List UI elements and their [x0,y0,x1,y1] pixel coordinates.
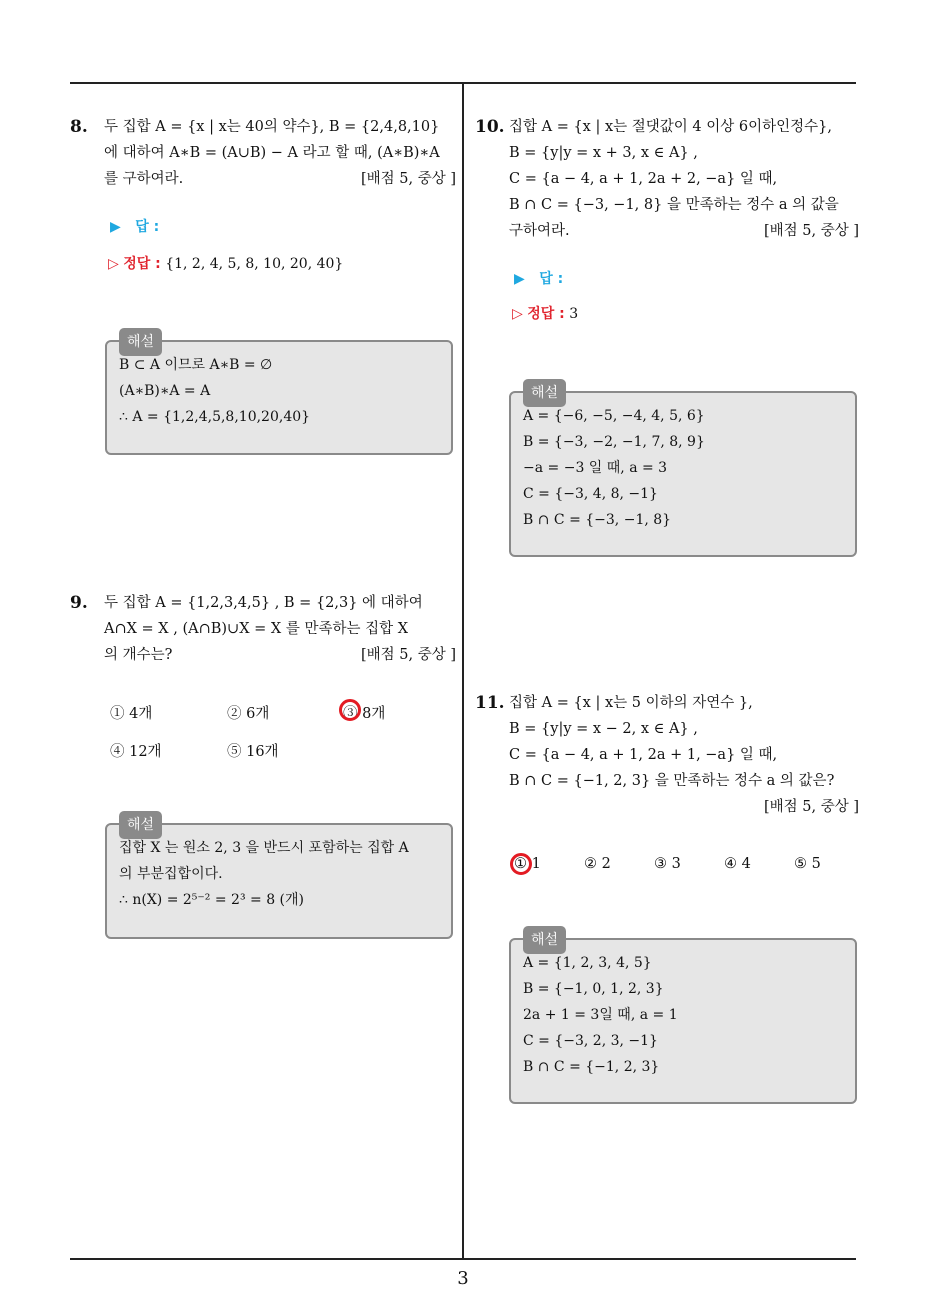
solution-tag: 해설 [523,379,566,407]
correct-value: 3 [569,306,579,322]
solution-line: B ⊂ A 이므로 A∗B = ∅ [119,357,273,373]
question-line: 집합 A = {x | x는 절댓값이 4 이상 6이하인정수}, [509,119,832,135]
solution-line: ∴ n(X) = 2⁵⁻² = 2³ = 8 (개) [119,892,305,908]
question-line: 두 집합 A = {x | x는 40의 약수}, B = {2,4,8,10} [104,119,440,135]
open-arrow-icon: ▷ [512,306,523,322]
solution-tag: 해설 [119,811,162,839]
solution-line: B ∩ C = {−3, −1, 8} [523,512,672,528]
page-number: 3 [457,1268,469,1289]
points-label: [배점 5, 중상 ] [360,647,456,663]
question-8 [70,114,456,192]
selected-circle-mark [510,853,532,875]
solution-box [509,385,857,557]
question-line: A∩X = X , (A∩B)∪X = X 를 만족하는 집합 X [104,621,409,637]
choice-5[interactable]: ⑤ 16개 [227,744,279,760]
answer-line [514,268,563,288]
solution-line: C = {−3, 4, 8, −1} [523,486,658,502]
solution-line: (A∗B)∗A = A [119,383,211,399]
bottom-rule [70,1258,856,1260]
question-line: B ∩ C = {−3, −1, 8} 을 만족하는 정수 a 의 값을 [509,197,839,213]
choice-list [110,702,450,762]
choice-3[interactable]: ③ 3 [654,856,681,872]
solution-line: A = {−6, −5, −4, 4, 5, 6} [523,408,705,424]
correct-label: 정답 : [123,256,161,272]
answer-label: 답 : [135,219,160,235]
question-line: 집합 A = {x | x는 5 이하의 자연수 }, [509,695,753,711]
correct-value: {1, 2, 4, 5, 8, 10, 20, 40} [165,256,344,272]
question-line: C = {a − 4, a + 1, 2a + 1, −a} 일 때, [509,747,778,763]
correct-answer-line [108,253,343,273]
question-line: 구하여라. [509,223,570,239]
correct-label: 정답 : [527,306,565,322]
solution-line: B = {−3, −2, −1, 7, 8, 9} [523,434,705,450]
play-arrow-icon: ▶ [110,219,121,235]
points-label: [배점 5, 중상 ] [763,799,859,815]
question-number: 10. [475,117,505,137]
solution-line: −a = −3 일 때, a = 3 [523,460,668,476]
choice-4[interactable]: ④ 12개 [110,744,162,760]
question-line: 에 대하여 A∗B = (A∪B) − A 라고 할 때, (A∗B)∗A [104,145,440,161]
solution-box [105,817,453,939]
question-line: 를 구하여라. [104,171,184,187]
question-number: 11. [475,693,505,713]
solution-tag: 해설 [119,328,162,356]
answer-line [110,216,159,236]
question-10 [475,114,859,244]
question-number: 9. [70,593,88,613]
selected-circle-mark [339,699,361,721]
solution-line: B = {−1, 0, 1, 2, 3} [523,981,664,997]
question-line: B ∩ C = {−1, 2, 3} 을 만족하는 정수 a 의 값은? [509,773,835,789]
choice-list [514,856,854,882]
choice-3[interactable] [343,702,385,723]
question-line: 의 개수는? [104,647,173,663]
question-11 [475,690,859,820]
points-label: [배점 5, 중상 ] [763,223,859,239]
play-arrow-icon: ▶ [514,271,525,287]
question-line: B = {y|y = x + 3, x ∈ A} , [509,145,698,161]
choice-2[interactable]: ② 6개 [227,706,270,722]
question-9 [70,590,456,668]
choice-4[interactable]: ④ 4 [724,856,751,872]
solution-box [509,932,857,1104]
choice-1[interactable] [514,856,541,872]
open-arrow-icon: ▷ [108,256,119,272]
center-divider [462,83,464,1259]
question-line: 두 집합 A = {1,2,3,4,5} , B = {2,3} 에 대하여 [104,595,423,611]
choice-label: ① 1 [514,856,541,872]
question-number: 8. [70,117,88,137]
solution-tag: 해설 [523,926,566,954]
solution-box [105,334,453,455]
choice-label: ③ 8개 [343,706,386,722]
solution-line: ∴ A = {1,2,4,5,8,10,20,40} [119,409,311,425]
solution-line: A = {1, 2, 3, 4, 5} [523,955,652,971]
correct-answer-line [512,303,578,323]
solution-line: 의 부분집합이다. [119,866,223,882]
solution-line: 2a + 1 = 3일 때, a = 1 [523,1007,678,1023]
points-label: [배점 5, 중상 ] [360,171,456,187]
solution-line: 집합 X 는 원소 2, 3 을 반드시 포함하는 집합 A [119,840,409,856]
solution-line: C = {−3, 2, 3, −1} [523,1033,658,1049]
question-line: B = {y|y = x − 2, x ∈ A} , [509,721,698,737]
choice-2[interactable]: ② 2 [584,856,611,872]
choice-5[interactable]: ⑤ 5 [794,856,821,872]
solution-line: B ∩ C = {−1, 2, 3} [523,1059,660,1075]
answer-label: 답 : [539,271,564,287]
question-line: C = {a − 4, a + 1, 2a + 2, −a} 일 때, [509,171,778,187]
choice-1[interactable]: ① 4개 [110,706,153,722]
